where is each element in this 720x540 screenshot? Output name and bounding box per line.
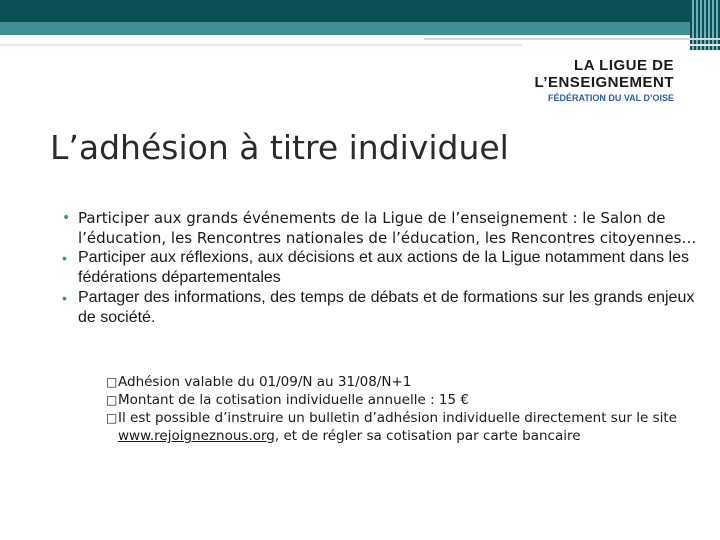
note-online	[118, 409, 696, 445]
note-online-text: Il est possible d’instruire un bulletin d’adhésion individuelle directement sur le site	[118, 410, 677, 426]
bullet-text: Participer aux réflexions, aux décisions et aux actions de la Ligue notamment dans les fédérations départementales	[78, 249, 690, 286]
logo-line-1: LA LIGUE DE	[574, 57, 674, 74]
divider-line	[424, 38, 720, 40]
logo-line-2: L’ENSEIGNEMENT	[534, 74, 674, 91]
list-item	[62, 288, 707, 328]
bullet-icon: •	[62, 290, 67, 306]
note-online-text-end: , et de régler sa cotisation par carte bancaire	[274, 428, 581, 444]
bullet-icon: •	[62, 250, 67, 266]
membership-notes	[106, 373, 696, 445]
checkbox-glyph-icon: □	[106, 375, 118, 389]
top-banner-accent	[0, 22, 720, 35]
checkbox-glyph-icon: □	[106, 411, 118, 425]
bullet-text: Partager des informations, des temps de débats et de formations sur les grands enjeux de société.	[78, 289, 695, 326]
bullet-text: Participer aux grands événements de la Ligue de l’enseignement : le Salon de l’éducation, les Rencontres nationales de l’éducation, les Rencontres citoyennes…	[78, 209, 697, 247]
website-link[interactable]: www.rejoigneznous.org	[118, 428, 275, 444]
list-item	[62, 248, 707, 288]
note-fee: Montant de la cotisation individuelle annuelle : 15 €	[118, 392, 469, 408]
bullet-list	[62, 208, 707, 328]
note-row	[106, 373, 696, 391]
slide-title: L’adhésion à titre individuel	[50, 128, 509, 167]
note-validity: Adhésion valable du 01/09/N au 31/08/N+1	[118, 374, 412, 390]
corner-stripes	[690, 0, 720, 50]
note-row	[106, 391, 696, 409]
note-row	[106, 409, 696, 445]
bullet-icon: •	[62, 210, 71, 226]
logo-line-3: FÉDÉRATION DU VAL D’OISE	[547, 93, 674, 103]
list-item	[62, 208, 707, 248]
ligue-logo	[522, 43, 688, 121]
checkbox-glyph-icon: □	[106, 393, 118, 407]
top-banner	[0, 0, 720, 22]
